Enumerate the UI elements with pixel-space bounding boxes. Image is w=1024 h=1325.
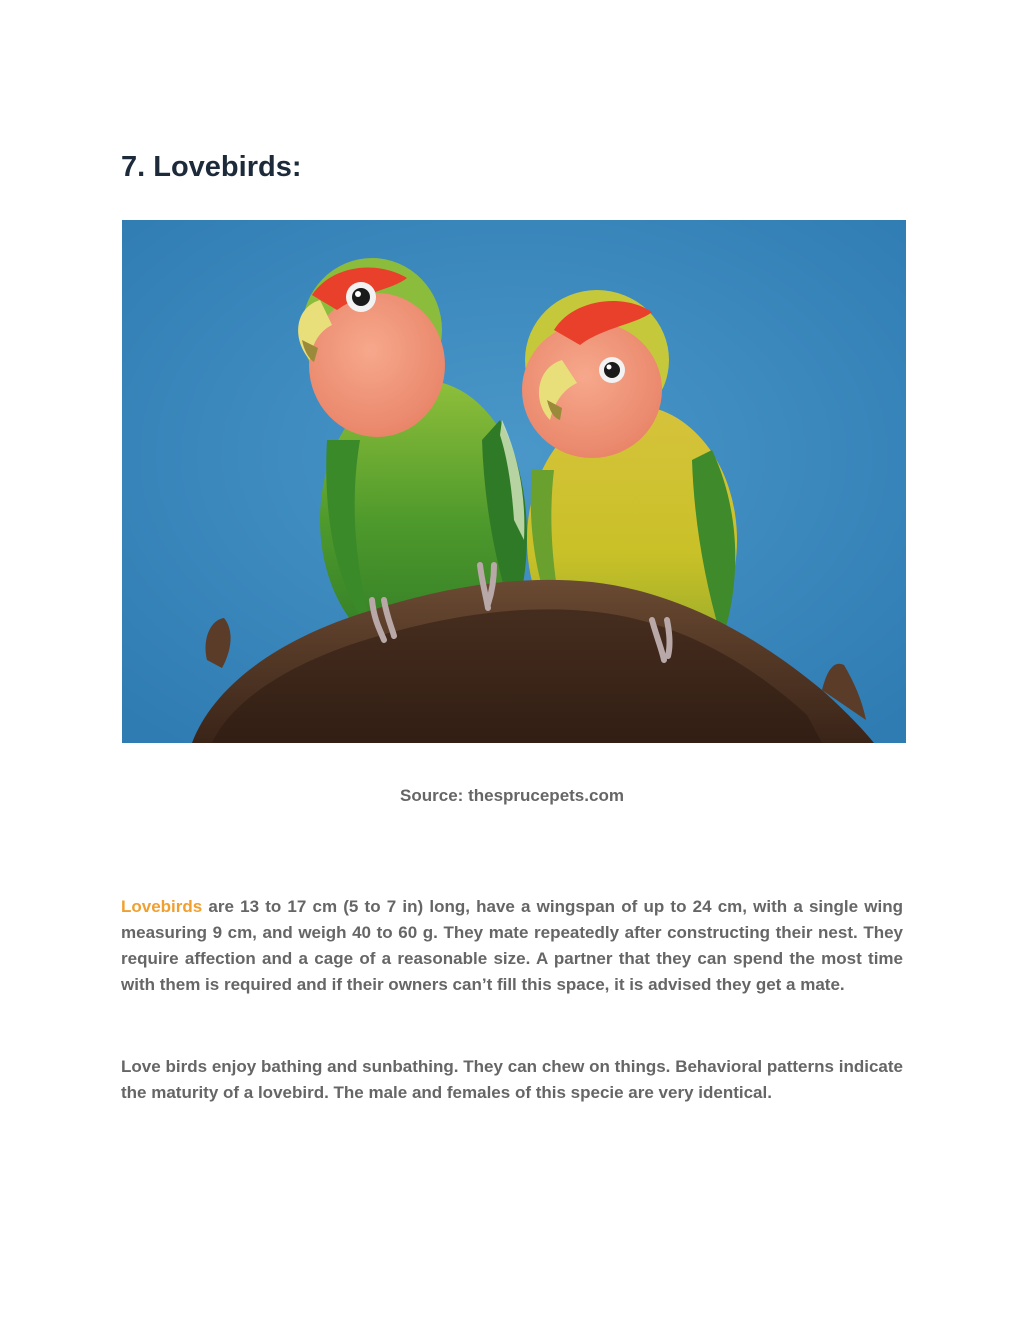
page-title: 7. Lovebirds: xyxy=(121,151,302,183)
image-source-caption: Source: thesprucepets.com xyxy=(400,786,624,805)
paragraph-1-text: are 13 to 17 cm (5 to 7 in) long, have a wingspan of up to 24 cm, with a single wing measuring 9 cm, and weigh 40 to 60 g. They mate repeatedly after constructing their nest. They require affection and a cage of a reasonable size. A partner that they can spend the most time with them is required and if their owners can’t fill this space, it is advised they get a mate. xyxy=(121,897,903,994)
paragraph-lovebirds-behavior: Love birds enjoy bathing and sunbathing. They can chew on things. Behavioral patterns indicate the maturity of a lovebird. The male and females of this specie are very identical. xyxy=(121,1057,903,1102)
paragraph-lovebirds-size xyxy=(121,894,903,998)
lovebirds-link[interactable]: Lovebirds xyxy=(121,897,203,916)
lovebirds-photo xyxy=(122,220,906,743)
